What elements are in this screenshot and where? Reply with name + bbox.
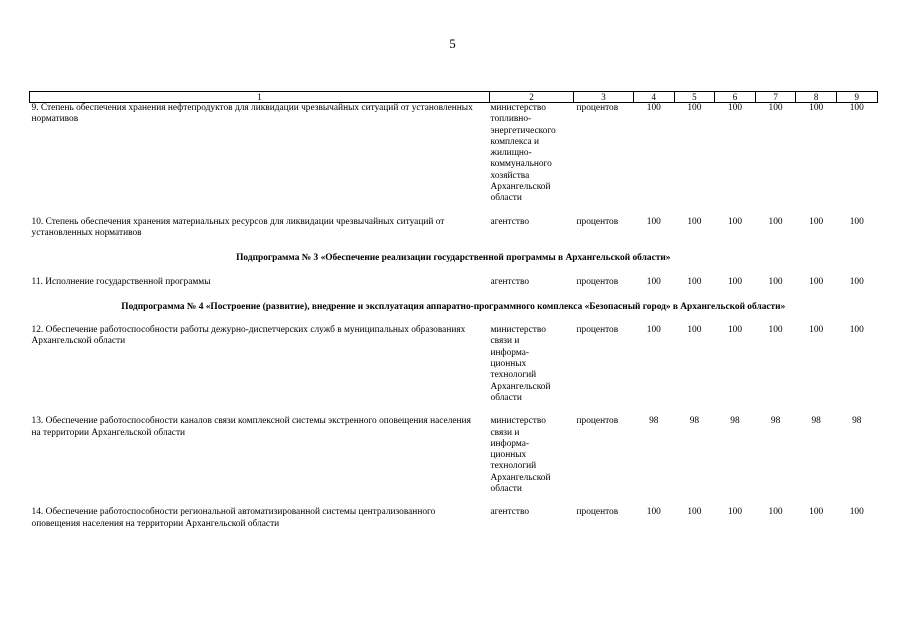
value-cell: 100 [727, 507, 743, 518]
unit: процентов [576, 507, 619, 518]
value-cell: 98 [649, 416, 659, 427]
header-cell: 1 [30, 92, 490, 103]
header-cell: 9 [836, 92, 877, 103]
value-cell: 98 [770, 416, 781, 427]
indicators-table [29, 91, 878, 530]
subprogram-title: Подпрограмма № 4 «Построение (развитие), внедрение и эксплуатация аппаратно-программного комплекса «Безопасный город» в Архангельской области» [121, 301, 786, 312]
responsible-org: агентство [490, 216, 530, 227]
unit: процентов [576, 276, 619, 287]
unit: процентов [576, 325, 619, 336]
value-cell: 100 [809, 507, 824, 518]
responsible-org: агентство [490, 276, 530, 287]
subprogram-row [30, 251, 878, 264]
header-cell: 8 [796, 92, 837, 103]
table-row [30, 277, 878, 288]
value-cell: 100 [768, 507, 783, 518]
value-cell: 100 [809, 103, 824, 113]
unit: процентов [576, 216, 619, 227]
header-cell: 4 [634, 92, 675, 103]
value-cell: 100 [727, 103, 743, 113]
subprogram-title: Подпрограмма № 3 «Обеспечение реализации государственной программы в Архангельской области» [236, 253, 671, 264]
value-cell: 100 [849, 507, 864, 518]
indicator-name: 9. Степень обеспечения хранения нефтепродуктов для ликвидации чрезвычайных ситуаций от установленных нормативов [31, 103, 473, 125]
value-cell: 100 [646, 216, 661, 227]
subprogram-row [30, 300, 878, 313]
responsible-org [490, 416, 574, 495]
value-cell: 100 [768, 325, 783, 336]
value-cell: 100 [687, 216, 702, 227]
header-cell: 2 [490, 92, 574, 103]
value-cell: 100 [646, 276, 661, 287]
header-cell: 7 [755, 92, 796, 103]
value-cell: 100 [849, 216, 864, 227]
value-cell: 100 [768, 276, 783, 287]
indicator-name: 10. Степень обеспечения хранения материальных ресурсов для ликвидации чрезвычайных ситуаций от установленных нормативов [31, 216, 445, 238]
header-cell: 5 [674, 92, 715, 103]
value-cell: 100 [809, 276, 824, 287]
value-cell: 100 [687, 103, 702, 113]
value-cell: 100 [809, 216, 824, 227]
responsible-org-text: министерство связи и информа- ционных технологий Архангельской области [490, 416, 551, 495]
responsible-org-text: министерство связи и информа- ционных технологий Архангельской области [490, 325, 551, 403]
responsible-org: агентство [490, 507, 530, 518]
value-cell: 100 [727, 276, 743, 287]
table-row [30, 103, 878, 205]
value-cell: 100 [849, 103, 864, 113]
value-cell: 100 [687, 276, 702, 287]
responsible-org [490, 103, 574, 205]
value-cell: 100 [809, 325, 824, 336]
value-cell: 100 [687, 325, 702, 336]
header-cell: 3 [574, 92, 634, 103]
value-cell: 98 [811, 416, 821, 427]
indicator-name: 12. Обеспечение работоспособности работы дежурно-диспетчерских служб в муниципальных образованиях Архангельской области [31, 325, 466, 347]
value-cell: 98 [730, 416, 740, 427]
value-cell: 98 [689, 416, 700, 427]
value-cell: 98 [852, 416, 862, 427]
value-cell: 100 [768, 103, 783, 113]
unit: процентов [576, 416, 619, 427]
table-row [30, 507, 878, 530]
header-cell: 6 [715, 92, 756, 103]
indicator-name: 11. Исполнение государственной программы [31, 276, 211, 287]
value-cell: 100 [646, 507, 661, 518]
value-cell: 100 [646, 325, 661, 336]
page-number: 5 [449, 36, 456, 51]
value-cell: 100 [849, 325, 864, 336]
table-row [30, 416, 878, 495]
indicator-name: 14. Обеспечение работоспособности региональной автоматизированной системы централизованного оповещения населения на территории Архангельской области [31, 507, 436, 529]
value-cell: 100 [727, 216, 743, 227]
value-cell: 100 [768, 216, 783, 227]
value-cell: 100 [727, 325, 743, 336]
table-row [30, 325, 878, 404]
table-row [30, 217, 878, 240]
responsible-org [490, 325, 574, 404]
responsible-org-text: министерство топливно- энергетического комплекса и жилищно- коммунального хозяйства Архангельской области [490, 103, 556, 204]
value-cell: 100 [646, 103, 661, 113]
unit: процентов [576, 103, 619, 113]
table-header-row [30, 92, 878, 103]
value-cell: 100 [849, 276, 864, 287]
indicator-name: 13. Обеспечение работоспособности каналов связи комплексной системы экстренного оповещения населения на территории Архангельской области [31, 416, 471, 438]
indicators-table-wrapper [29, 91, 877, 530]
value-cell: 100 [687, 507, 702, 518]
